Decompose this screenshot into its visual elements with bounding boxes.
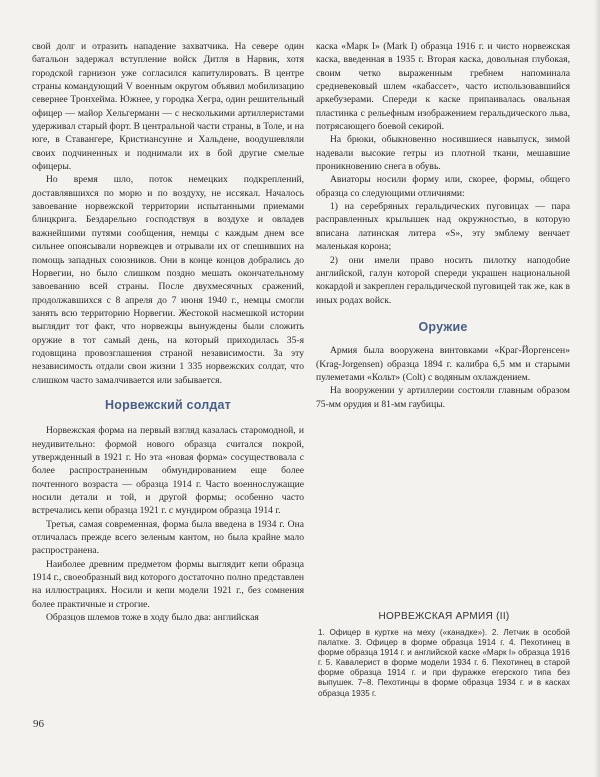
caption-text: 1. Офицер в куртке на меху («канадке»). 2. Летчик в особой палатке. 3. Офицер в форме образца 1914 г. 4. Пехотинец в форме образца 1914 г. и английской каске «Марк I» образца 1916 г. 5. Кавалерист в форме модели 1934 г. 6. Пехотинец в старой форме образца 1914 г. и при фуражке егерского типа без выпушек. 7–8. Пехотинцы в форме образца 1934 г. и в касках образца 1935 г. [318, 628, 570, 698]
right-paragraph-4: 1) на серебряных геральдических пуговицах — пара расправленных крылышек над окружностью, в которую вписана латинская литера «S», эту эмблему венчает маленькая корона; [316, 201, 570, 253]
illustration-caption [318, 611, 570, 699]
left-paragraph-3: Норвежская форма на первый взгляд казалась старомодной, и неудивительно: формой нового образца считался покрой, утвержденный в 1921 г. Но эта «новая форма» сосуществовала с более распространенным обмундированием еще более почтенного возраста — образца 1914 г. Часто военнослужащие носили детали и той, и другой формы; особенно часто встречались кепи образца 1921 г. с мундиром образца 1914 г. [32, 425, 304, 517]
left-paragraph-2: Но время шло, поток немецких подкреплений, доставлявшихся по морю и по воздуху, не иссякал. Началось завоевание норвежской территории испытанными приемами блицкрига. Бездарельно господствуя в воздухе и овладев важнейшими путями сообщения, немцы с каждым днем все сильнее опоясывали норвежцев и отрывали их от спешивших на помощь западных союзников. Они в конце концов добрались до Норвегии, но было слишком поздно мешать окончательному завоеванию всей страны. После двухмесячных сражений, продолжавшихся с 8 апреля до 7 июня 1940 г., немцы смогли занять всю территорию Норвегии. Жестокой насмешкой истории выглядит тот факт, что норвежцы вынуждены были сложить оружие в тот самый день, на который приходилась 35-я годовщина провозглашения страной независимости. За эту независимость отдали свои жизни 1 335 норвежских солдат, что слишком часто замалчивается или забывается. [32, 174, 304, 386]
section-heading-weapons: Оружие [418, 319, 468, 334]
left-paragraph-4: Третья, самая современная, форма была введена в 1934 г. Она отличалась прежде всего зеленым кантом, но была крайне мало распространена. [32, 518, 304, 557]
left-paragraph-6: Образцов шлемов тоже в ходу было два: английская [46, 612, 259, 624]
right-paragraph-5: 2) они имели право носить пилотку наподобие английской, галун которой спереди украшен национальной кокардой и закреплен геральдической пуговицей так же, как в иных родах войск. [316, 254, 570, 306]
left-paragraph-5: Наиболее древним предметом формы выглядит кепи образца 1914 г., своеобразный вид которого достаточно полно представлен на иллюстрациях. Носили и кепи модели 1921 г., без сомнения более практичные и строгие. [32, 558, 304, 610]
right-paragraph-2: На брюки, обыкновенно носившиеся навыпуск, зимой надевали высокие гетры из плотной ткани, мешавшие проникновению снега в обувь. [316, 134, 570, 173]
right-paragraph-6: Армия была вооружена винтовками «Краг-Йоргенсен» (Krag-Jorgensen) образца 1894 г. калибра 6,5 мм и старыми пулеметами «Кольт» (Colt) с водяным охлаждением. [316, 345, 570, 383]
section-heading-soldier: Норвежский солдат [105, 397, 231, 412]
page-number: 96 [33, 718, 44, 730]
right-paragraph-3: Авиаторы носили форму или, скорее, формы, общего образца со следующими отличиями: [316, 174, 570, 199]
right-column [316, 40, 570, 411]
right-paragraph-1: каска «Марк I» (Mark I) образца 1916 г. и чисто норвежская каска, введенная в 1935 г. Вторая каска, довольная глубокая, своим четко выраженным гребнем напоминала средневековый шлем «кабассет», часто использовавшийся аркебузерами. Спереди к каске припаивалась овальная пластинка с рельефным изображением геральдического льва, потрясающего боевой секирой. [316, 41, 570, 133]
left-column [32, 40, 304, 624]
left-intro-paragraph: свой долг и отразить нападение захватчика. На севере один батальон задержал вступление войск Дитля в Нарвик, хотя городской гарнизон уже согласился капитулировать. В центре страны командующий V военным округом объявил мобилизацию севернее Тронхейма. Южнее, у городка Хегра, один решительный офицер — майор Хельгерманн — с несколькими артиллеристами удерживал старый форт. В центральной части страны, в Толе, и на юге, в Ставангере, Кристиансунне и Хальдене, воодушевляли своих подчиненных и поднимали их в бой другие смелые офицеры. [32, 41, 304, 173]
right-paragraph-7: На вооружении у артиллерии состояли главным образом 75-мм орудия и 81-мм гаубицы. [316, 385, 570, 410]
caption-title: НОРВЕЖСКАЯ АРМИЯ (II) [378, 611, 510, 622]
page-edge-shadow [594, 0, 600, 777]
